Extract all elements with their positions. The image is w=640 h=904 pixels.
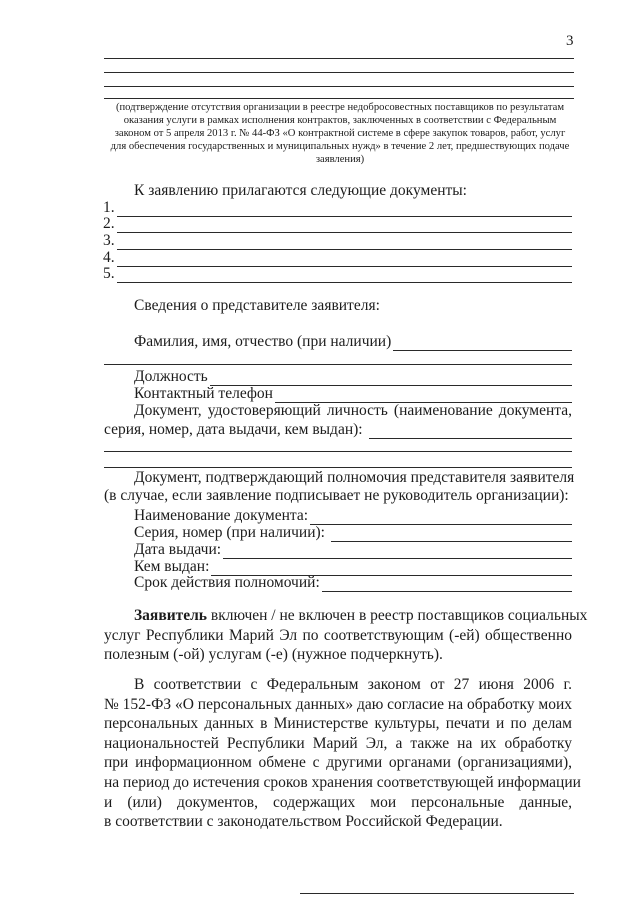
signature-line[interactable] xyxy=(300,893,574,894)
position-field[interactable] xyxy=(134,368,572,386)
position-label: Должность xyxy=(134,368,208,385)
attachment-row[interactable] xyxy=(103,232,572,250)
id-document-label xyxy=(134,402,572,420)
attachments-heading: К заявлению прилагаются следующие документы: xyxy=(134,182,467,199)
registry-statement xyxy=(104,606,588,665)
attachment-number: 4. xyxy=(103,249,115,266)
authority-validity-field[interactable] xyxy=(134,574,572,592)
blank-line[interactable] xyxy=(104,98,574,99)
attachment-number: 5. xyxy=(103,265,115,282)
consent-line: в соответствии с законодательством Российской Федерации. xyxy=(104,813,503,831)
authority-issue-date-field[interactable] xyxy=(134,541,572,559)
registry-statement-line3: полезным (-ой) услугам (-е) (нужное подчеркнуть). xyxy=(104,646,443,664)
registry-note: (подтверждение отсутствия организации в реестре недобросовестных поставщиков по результатам оказания услуги в рамках исполнения контрактов, заключенных в соответствии с Федеральным законом от 5 апреля 2013 г. № 44-ФЗ «О контрактной системе в сфере закупок товаров, работ, услуг для обеспечения государственных и муниципальных нужд» в течение 2 лет, предшествующих подаче заявления) xyxy=(110,102,570,165)
id-document-label-line2: серия, номер, дата выдачи, кем выдан): xyxy=(104,421,363,438)
representative-heading: Сведения о представителе заявителя: xyxy=(134,297,380,314)
attachment-number: 3. xyxy=(103,232,115,249)
attachment-number: 2. xyxy=(103,215,115,232)
blank-line[interactable] xyxy=(104,451,572,452)
authority-series-label: Серия, номер (при наличии): xyxy=(134,524,325,541)
authority-issued-by-label: Кем выдан: xyxy=(134,558,210,575)
authority-doc-name-field[interactable] xyxy=(134,507,572,525)
blank-line[interactable] xyxy=(104,364,572,365)
consent-line: В соответствии с Федеральным законом от 27 июня 2006 г. xyxy=(134,676,572,693)
authority-heading-line2: (в случае, если заявление подписывает не руководитель организации): xyxy=(104,487,569,504)
authority-issue-date-label: Дата выдачи: xyxy=(134,541,222,558)
registry-statement-line1 xyxy=(104,606,588,626)
phone-field[interactable] xyxy=(134,385,572,403)
registry-statement-line2: услуг Республики Марий Эл по соответствующим (-ей) общественно xyxy=(104,626,572,644)
authority-heading-line1: Документ, подтверждающий полномочия представителя заявителя xyxy=(134,469,575,486)
id-document-field[interactable] xyxy=(104,421,572,439)
consent-line: на период до истечения сроков хранения соответствующей информации xyxy=(104,773,581,791)
consent-line: № 152-ФЗ «О персональных данных» даю согласие на обработку моих xyxy=(104,695,572,713)
consent-line: при информационном обмене с другими органами (организациями), xyxy=(104,754,572,772)
consent-line: и (или) документов, содержащих мои персональные данные, xyxy=(104,793,572,811)
consent-line: персональных данных в Министерстве культуры, печати и по делам xyxy=(104,715,572,733)
blank-line[interactable] xyxy=(104,86,574,87)
blank-line[interactable] xyxy=(104,467,572,468)
registry-statement-text1: включен / не включен в реестр поставщиков социальных xyxy=(207,607,588,624)
applicant-bold: Заявитель xyxy=(134,607,208,624)
fullname-field[interactable] xyxy=(134,333,572,351)
page-number: 3 xyxy=(566,33,574,49)
blank-line[interactable] xyxy=(104,72,574,73)
attachment-row[interactable] xyxy=(103,215,572,233)
authority-heading xyxy=(104,469,575,505)
fullname-label: Фамилия, имя, отчество (при наличии) xyxy=(134,333,392,350)
authority-doc-name-label: Наименование документа: xyxy=(134,507,309,524)
consent-line: национальностей Республики Марий Эл, а также на их обработку xyxy=(104,734,572,752)
phone-label: Контактный телефон xyxy=(134,385,273,402)
authority-validity-label: Срок действия полномочий: xyxy=(134,574,320,591)
consent-paragraph xyxy=(104,675,581,832)
authority-series-field[interactable] xyxy=(134,524,572,542)
attachment-number: 1. xyxy=(103,199,115,216)
id-document-label-line1: Документ, удостоверяющий личность (наименование документа, xyxy=(134,402,572,419)
attachment-row[interactable] xyxy=(103,265,572,283)
blank-line[interactable] xyxy=(104,58,574,59)
